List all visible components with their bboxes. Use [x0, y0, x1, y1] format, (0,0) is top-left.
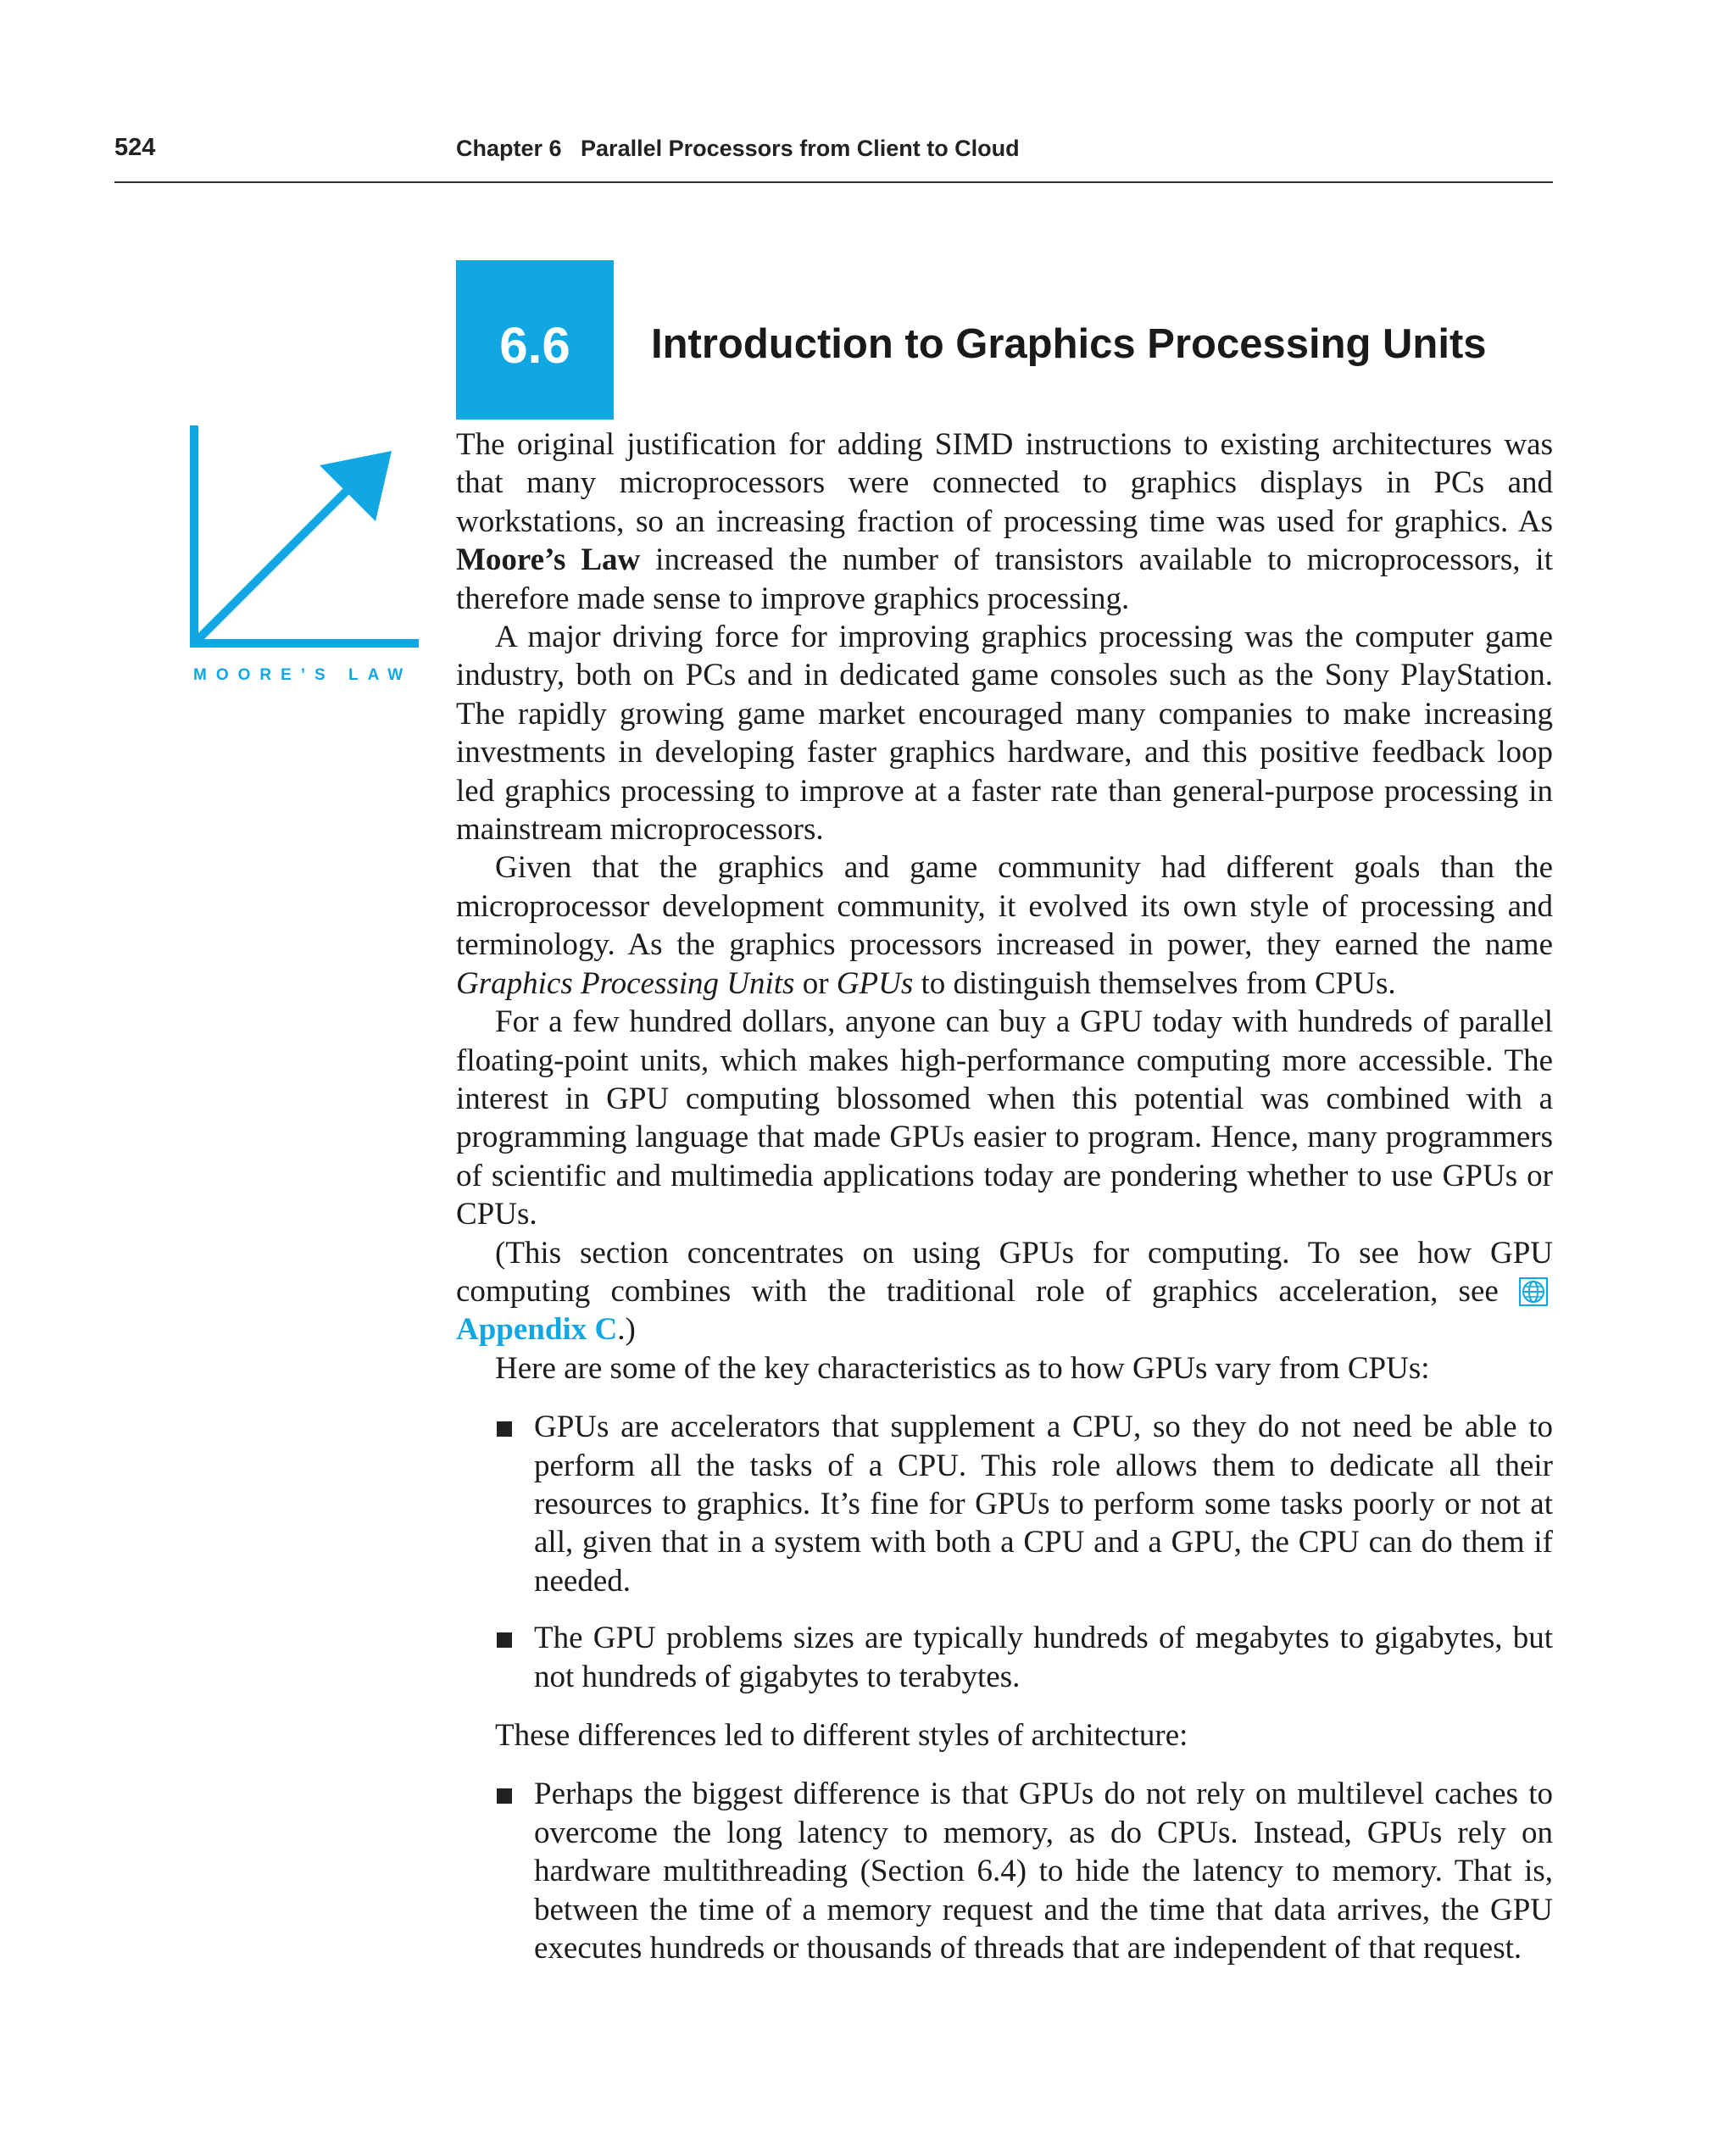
paragraph [456, 425, 1553, 618]
text-run: increased the number of transistors available to microprocessors, it therefore made sense to improve graphics processing. [456, 542, 1553, 616]
list-item [495, 1408, 1553, 1600]
list-item-text: GPUs are accelerators that supplement a CPU, so they do not need be able to perform all the tasks of a CPU. This role allows them to dedicate all their resources to graphics. It’s fine for GPUs to perform some tasks poorly or not at all, given that in a system with both a CPU and a GPU, the CPU can do them if needed. [534, 1410, 1553, 1599]
term-gpus: GPUs [836, 965, 914, 1001]
rising-arrow-icon [190, 425, 419, 654]
text-run: .) [617, 1312, 636, 1348]
bullet-square-icon [497, 1632, 512, 1648]
globe-icon [1519, 1277, 1548, 1306]
text-run: to distinguish themselves from CPUs. [913, 965, 1396, 1001]
running-head [114, 134, 1553, 183]
section-number: 6.6 [499, 317, 570, 374]
text-run: or [794, 965, 837, 1001]
term-gpu-name: Graphics Processing Units [456, 965, 795, 1001]
text-run: Given that the graphics and game community had different goals than the microprocessor development community, it evolved its own style of processing and terminology. As the graphics processors increased in power, they earned the name [456, 850, 1553, 963]
paragraph: For a few hundred dollars, anyone can buy a GPU today with hundreds of parallel floating-point units, which makes high-performance computing more accessible. The interest in GPU computing blossomed when this potential was combined with a programming language that made GPUs easier to program. Hence, many programmers of scientific and multimedia applications today are pondering whether to use GPUs or CPUs. [456, 1004, 1553, 1232]
bullet-square-icon [497, 1421, 512, 1437]
chapter-title: Chapter 6 Parallel Processors from Client to Cloud [456, 136, 1020, 161]
term-moores-law: Moore’s Law [456, 542, 641, 578]
body-text [456, 425, 1553, 1988]
text-run: (This section concentrates on using GPUs for computing. To see how GPU computing combines with the traditional role of graphics acceleration, see [456, 1235, 1553, 1309]
list-item [495, 1619, 1553, 1696]
bullet-list [495, 1775, 1553, 1967]
appendix-c-link[interactable]: Appendix C [456, 1312, 618, 1348]
paragraph: These differences led to different styles of architecture: [495, 1718, 1188, 1753]
section-number-box [456, 260, 614, 420]
bullet-square-icon [497, 1788, 512, 1804]
margin-label-moores-law: MOORE’S LAW [193, 666, 413, 684]
page-number: 524 [114, 134, 156, 161]
paragraph: A major driving force for improving graphics processing was the computer game industry, both on PCs and in dedicated game consoles such as the Sony PlayStation. The rapidly growing game market encouraged many companies to make increasing investments in developing faster graphics hardware, and this positive feedback loop led graphics processing to improve at a faster rate than general-purpose processing in mainstream microprocessors. [456, 620, 1553, 848]
text-run: The original justification for adding SIMD instructions to existing architectures was that many microprocessors were connected to graphics displays in PCs and workstations, so an increasing fraction of processing time was used for graphics. As [456, 427, 1553, 539]
paragraph [456, 1234, 1553, 1349]
section-title: Introduction to Graphics Processing Units [651, 321, 1487, 367]
paragraph [456, 848, 1553, 1003]
list-item-text: Perhaps the biggest difference is that GPUs do not rely on multilevel caches to overcome the long latency to memory, as do CPUs. Instead, GPUs rely on hardware multithreading (Section 6.4) to hide the latency to memory. That is, between the time of a memory request and the time that data arrives, the GPU executes hundreds or thousands of threads that are independent of that request. [534, 1777, 1553, 1966]
list-item-text: The GPU problems sizes are typically hundreds of megabytes to gigabytes, but not hundreds of gigabytes to terabytes. [534, 1621, 1553, 1694]
bullet-list [495, 1408, 1553, 1696]
paragraph: Here are some of the key characteristics as to how GPUs vary from CPUs: [495, 1350, 1430, 1386]
list-item [495, 1775, 1553, 1967]
